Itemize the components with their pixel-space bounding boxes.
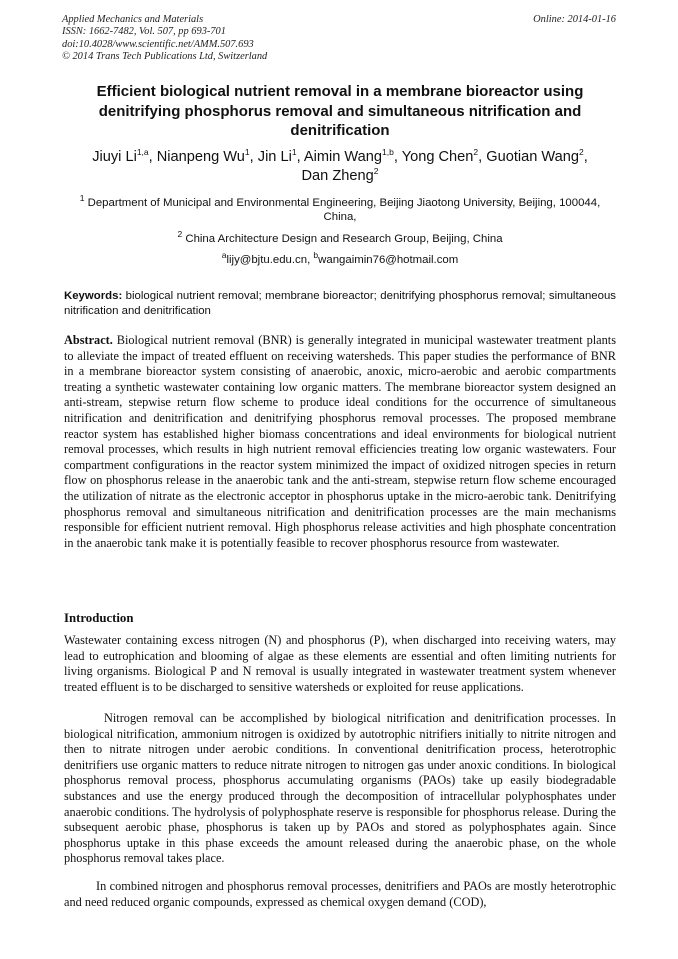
keywords-label: Keywords:: [64, 290, 123, 302]
author-name: Dan Zheng: [301, 167, 374, 184]
author-affiliation-mark: 2: [373, 165, 379, 176]
email-mark: b: [313, 250, 319, 261]
author-affiliation-mark: 1: [244, 147, 250, 158]
affiliation-mark: 2: [177, 229, 183, 240]
author-name: Jin Li: [257, 149, 292, 165]
author-affiliation-mark: 2: [579, 147, 584, 158]
author-affiliation-mark: 1: [291, 147, 297, 158]
author-name: Nianpeng Wu: [156, 149, 245, 165]
author-name: Yong Chen: [401, 149, 474, 165]
journal-header: [62, 14, 616, 63]
author-affiliation-mark: 1,a: [136, 147, 149, 158]
doi-line: doi:10.4028/www.scientific.net/AMM.507.693: [62, 38, 254, 50]
journal-name: Applied Mechanics and Materials: [62, 14, 204, 25]
affiliation-1: [64, 193, 616, 224]
copyright-line: © 2014 Trans Tech Publications Ltd, Switzerland: [62, 50, 268, 62]
author-affiliation-mark: 2: [473, 147, 479, 158]
author-affiliation-mark: 1,b: [382, 147, 394, 158]
introduction-paragraph: In combined nitrogen and phosphorus removal processes, denitrifiers and PAOs are mostly heterotrophic and need reduced organic compounds, expressed as chemical oxygen demand (COD),: [64, 879, 616, 909]
email-address[interactable]: wangaimin76@hotmail.com: [318, 254, 459, 266]
introduction-paragraph: Wastewater containing excess nitrogen (N) and phosphorus (P), when discharged into receiving waters, may lead to eutrophication and blooming of algae as these elements are essential and often limiting nutrients for living organisms. Biological P and N removal is usually integrated in wastewater treatment system whenever treated effluent is to be discharged to sensitive watersheds or exploited for reuse applications.: [64, 633, 616, 694]
author-name: Aimin Wang: [303, 149, 383, 165]
abstract-text: Biological nutrient removal (BNR) is generally integrated in municipal wastewater treatment plants to alleviate the impact of treated effluent on receiving watersheds. This paper studies the performance of BNR in a membrane bioreactor system consisting of anaerobic, anoxic, micro-aerobic and aerobic compartments treating a synthetic wastewater containing low organic matters. The membrane bioreactor system designed an anti-stream, stepwise return flow scheme to produce ideal conditions for the occurrence of simultaneous nitrification and denitrification and denitrifying phosphorus removal processes. The proposed membrane reactor system has established higher biomass concentrations and ideal environments for biological nutrient removal processes, which results in high nutrient removal efficiencies treating low organic wastewaters. Four compartment configurations in the reactor system minimized the impact of oxidized nitrogen species in return flow on phosphorus release in the anaerobic tank and the anti-stream, stepwise return flow scheme encouraged the utilization of nitrate as the electronic acceptor in phosphorus uptake in the micro-aerobic tank. Denitrifying phosphorus removal and simultaneous nitrification and denitrification processes are the main mechanisms responsible for efficient nutrient removal. High phosphorus release activities and high phosphate concentration in the anaerobic tank make it is potentially feasible to recover phosphorus resource from wastewater.: [64, 333, 616, 550]
abstract-label: Abstract.: [64, 333, 113, 347]
keywords: [64, 289, 616, 318]
email-address[interactable]: lijy@bjtu.edu.cn: [226, 254, 308, 266]
email-mark: a: [221, 250, 227, 261]
author-list: Jiuyi Li$^{1,a}$, Nianpeng Wu$^1$, Jin Li$^1$, Aimin Wang$^{1,b}$, Yong Chen$^2$, Guotian Wang$^2$, Dan Zheng$^2$: [92, 147, 588, 184]
affiliation-mark: 1: [79, 193, 85, 204]
paper-title: Efficient biological nutrient removal in a membrane bioreactor using denitrifying phosphorus removal and simultaneous nitrification and denitrification: [96, 83, 584, 139]
abstract: [64, 333, 616, 551]
affiliation-text: China Architecture Design and Research Group, Beijing, China: [185, 233, 503, 245]
author-name: Jiuyi Li: [92, 149, 137, 165]
issn-line: ISSN: 1662-7482, Vol. 507, pp 693-701: [62, 26, 226, 38]
section-heading-introduction: Introduction: [64, 611, 134, 625]
online-date: Online: 2014-01-16: [533, 14, 616, 25]
introduction-paragraph: Nitrogen removal can be accomplished by biological nitrification and denitrification processes. In biological nitrification, ammonium nitrogen is oxidized by autotrophic nitrifiers initially to nitrite nitrogen and then to nitrate nitrogen under aerobic conditions. In conventional denitrification process, heterotrophic denitrifiers use organic matters to reduce nitrate nitrogen to nitrogen gas under anoxic conditions. In biological phosphorus removal process, phosphorus accumulating organisms (PAOs) take up easily biodegradable substances and use the energy produced through the decomposition of intracellular polyphosphates under anaerobic conditions. The hydrolysis of polyphosphate reserve is responsible for phosphorus release. During the subsequent aerobic phase, phosphorus is taken up by PAOs and stored as polyphosphates again. Since phosphorus uptake in this phase exceeds the amount released during the anaerobic phase, on the whole phosphorus removal takes place.: [64, 711, 616, 866]
affiliation-2: [64, 229, 616, 246]
affiliation-text: Department of Municipal and Environmental Engineering, Beijing Jiaotong University, Beijing, 100044, China,: [87, 197, 601, 223]
author-emails: $^a$lijy@bjtu.edu.cn, $^b$wangaimin76@hotmail.com: [221, 250, 459, 266]
author-name: Guotian Wang: [486, 149, 579, 165]
keywords-text: biological nutrient removal; membrane bioreactor; denitrifying phosphorus removal; simultaneous nitrification and denitrification: [64, 290, 616, 317]
